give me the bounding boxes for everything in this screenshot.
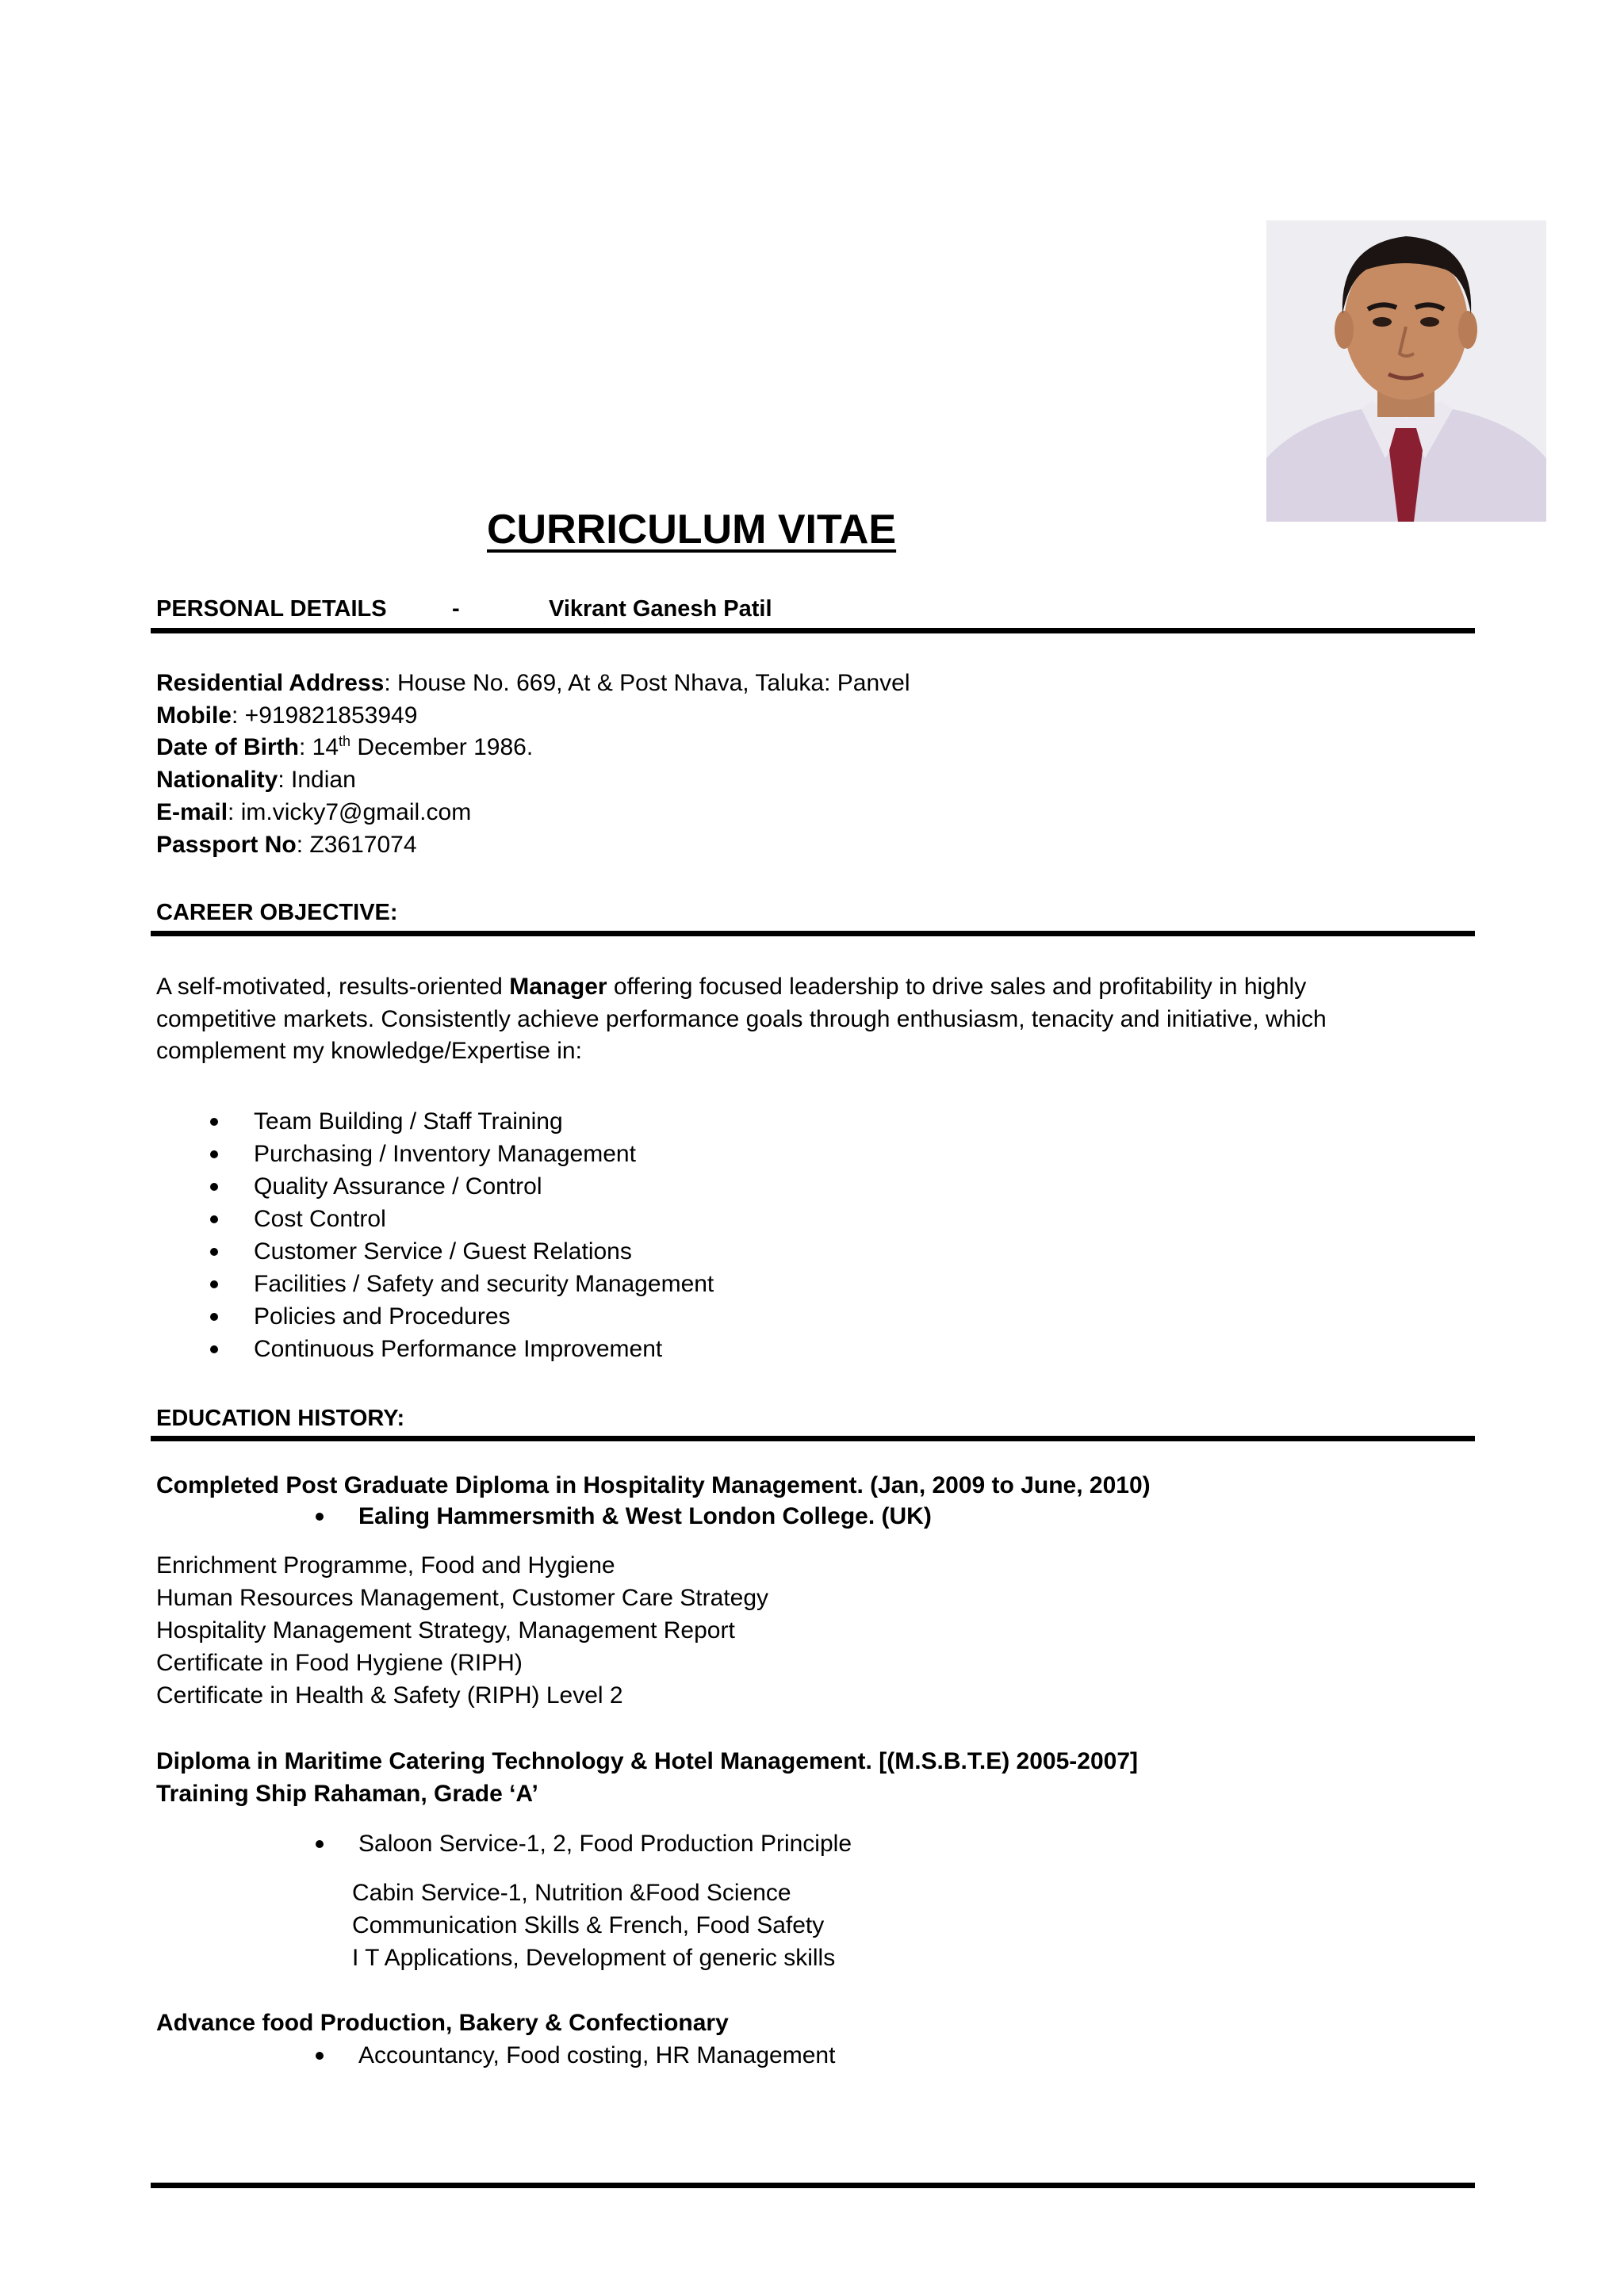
field-label: Mobile [156,702,232,729]
list-item: Continuous Performance Improvement [254,1336,663,1362]
list-item: Accountancy, Food costing, HR Management [358,2042,836,2068]
divider [151,628,1475,633]
bullet-icon [210,1345,218,1353]
email [156,797,471,828]
bullet-icon [210,1183,218,1191]
footer-divider [151,2183,1475,2188]
profile-photo [1266,220,1546,522]
objective-line-1 [156,971,1306,1003]
field-label: Passport No [156,832,297,858]
field-label: Residential Address [156,670,385,696]
field-value: : 14 [299,734,339,760]
field-value: : +919821853949 [232,702,418,729]
page-title: CURRICULUM VITAE [487,507,897,553]
bullet-icon [210,1118,218,1126]
field-label: Nationality [156,767,278,793]
divider [151,931,1475,936]
field-value-rest: December 1986. [350,734,534,760]
bullet-icon [316,1840,324,1848]
course-line: I T Applications, Development of generic skills [352,1945,836,1971]
ordinal-suffix: th [339,733,351,749]
bullet-icon [316,2052,324,2060]
course-line: Communication Skills & French, Food Safety [352,1912,825,1938]
diploma-title: Diploma in Maritime Catering Technology & Hotel Management. [(M.S.B.T.E) 2005-2007] [156,1748,1138,1774]
field-label: Date of Birth [156,734,299,760]
list-item: Team Building / Staff Training [254,1108,563,1135]
course-line: Enrichment Programme, Food and Hygiene [156,1552,615,1578]
objective-text: A self-motivated, results-oriented [156,974,510,1000]
residential-address [156,668,910,699]
education-history-heading: EDUCATION HISTORY: [156,1406,405,1431]
course-line: Certificate in Food Hygiene (RIPH) [156,1650,523,1676]
advance-course-title: Advance food Production, Bakery & Confectionary [156,2010,729,2036]
date-of-birth [156,732,533,763]
bullet-icon [210,1280,218,1288]
list-item: Cost Control [254,1206,386,1232]
list-item: Facilities / Safety and security Management [254,1271,714,1297]
nationality [156,764,356,796]
list-item: Policies and Procedures [254,1303,511,1330]
field-value: : House No. 669, At & Post Nhava, Taluka: Panvel [384,670,910,696]
list-item: Saloon Service-1, 2, Food Production Principle [358,1831,852,1857]
divider [151,1436,1475,1441]
career-objective-heading: CAREER OBJECTIVE: [156,900,398,925]
field-value: : Z3617074 [296,832,417,858]
personal-details-heading: PERSONAL DETAILS [156,596,387,622]
course-line: Human Resources Management, Customer Care Strategy [156,1585,769,1611]
list-item: Purchasing / Inventory Management [254,1141,636,1167]
personal-details-dash: - [452,596,460,622]
course-line: Hospitality Management Strategy, Management Report [156,1617,735,1644]
list-item: Customer Service / Guest Relations [254,1238,632,1265]
objective-line-2: competitive markets. Consistently achieve performance goals through enthusiasm, tenacity and initiative, which [156,1006,1327,1032]
objective-text: offering focused leadership to drive sales and profitability in highly [607,974,1307,1000]
bullet-icon [210,1215,218,1223]
list-item: Quality Assurance / Control [254,1173,542,1200]
passport-number [156,829,417,861]
bullet-icon [316,1513,324,1521]
course-line: Certificate in Health & Safety (RIPH) Level 2 [156,1682,623,1709]
field-label: E-mail [156,799,228,825]
bullet-icon [210,1150,218,1158]
objective-emphasis: Manager [509,974,607,1000]
field-value: : im.vicky7@gmail.com [228,799,472,825]
course-line: Cabin Service-1, Nutrition &Food Science [352,1880,791,1906]
college-name: Ealing Hammersmith & West London College. (UK) [358,1503,932,1529]
objective-line-3: complement my knowledge/Expertise in: [156,1038,582,1064]
candidate-name: Vikrant Ganesh Patil [549,596,772,622]
bullet-icon [210,1313,218,1321]
field-value: : Indian [278,767,356,793]
profile-photo-illustration [1266,220,1546,522]
mobile [156,700,417,732]
bullet-icon [210,1248,218,1256]
diploma-subtitle: Training Ship Rahaman, Grade ‘A’ [156,1781,538,1807]
pg-diploma-title: Completed Post Graduate Diploma in Hospitality Management. (Jan, 2009 to June, 2010) [156,1472,1151,1498]
